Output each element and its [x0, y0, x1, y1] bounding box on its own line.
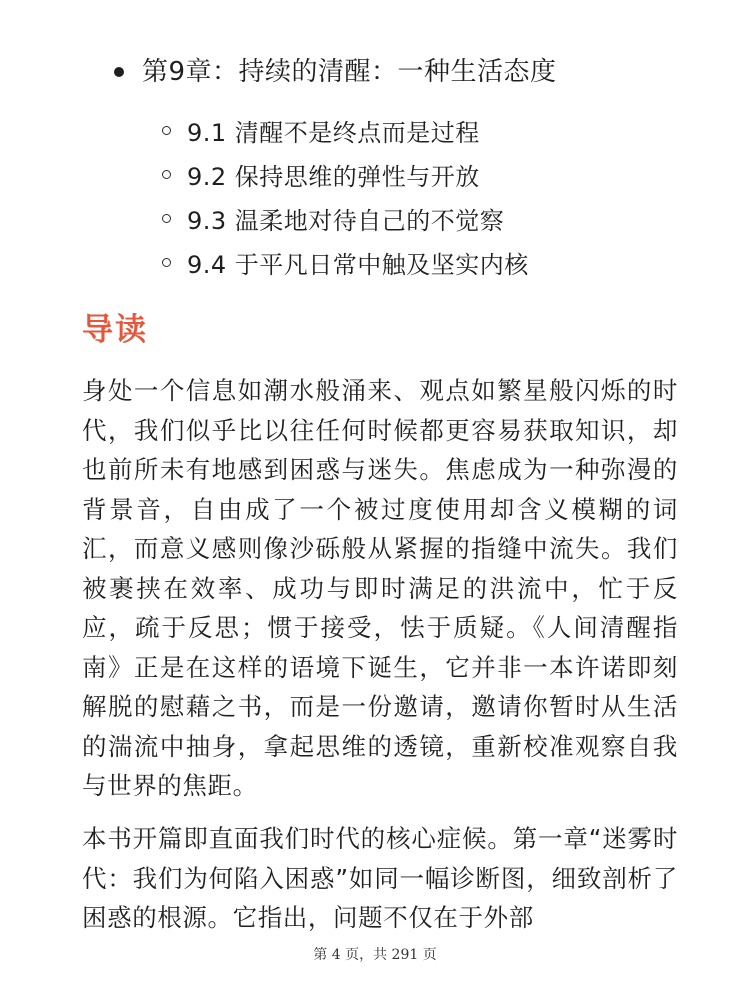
bullet-circle-icon	[162, 258, 171, 267]
section-heading: 导读	[82, 312, 148, 348]
toc-subsection-label: 9.3 温柔地对待自己的不觉察	[187, 206, 505, 235]
page-number-footer: 第 4 页，共 291 页	[313, 947, 437, 963]
toc-subsection-item	[162, 152, 529, 196]
toc-subsection-label: 9.1 清醒不是终点而是过程	[187, 118, 480, 147]
bullet-disc-icon	[114, 67, 124, 77]
intro-paragraph: 本书开篇即直面我们时代的核心症候。第一章“迷雾时代：我们为何陷入困惑”如同一幅诊断图，细致剖析了困惑的根源。它指出，问题不仅在于外部	[82, 824, 678, 932]
bullet-circle-icon	[162, 126, 171, 135]
toc-subsection-item	[162, 240, 529, 284]
bullet-circle-icon	[162, 214, 171, 223]
toc-subsection-label: 9.2 保持思维的弹性与开放	[187, 162, 480, 191]
toc-subsection-list	[162, 108, 529, 284]
toc-subsection-label: 9.4 于平凡日常中触及坚实内核	[187, 250, 529, 279]
toc-subsection-item	[162, 108, 529, 152]
toc-chapter-item	[110, 52, 557, 92]
intro-paragraph: 身处一个信息如潮水般涌来、观点如繁星般闪烁的时代，我们似乎比以往任何时候都更容易获取知识，却也前所未有地感到困惑与迷失。焦虑成为一种弥漫的背景音，自由成了一个被过度使用却含义模糊的词汇，而意义感则像沙砾般从紧握的指缝中流失。我们被裹挟在效率、成功与即时满足的洪流中，忙于反应，疏于反思；惯于接受，怯于质疑。《人间清醒指南》正是在这样的语境下诞生，它并非一本许诺即刻解脱的慰藉之书，而是一份邀请，邀请你暂时从生活的湍流中抽身，拿起思维的透镜，重新校准观察自我与世界的焦距。	[82, 376, 678, 800]
toc-subsection-item	[162, 196, 529, 240]
bullet-circle-icon	[162, 170, 171, 179]
toc-chapter-label: 第9章：持续的清醒：一种生活态度	[142, 57, 557, 87]
